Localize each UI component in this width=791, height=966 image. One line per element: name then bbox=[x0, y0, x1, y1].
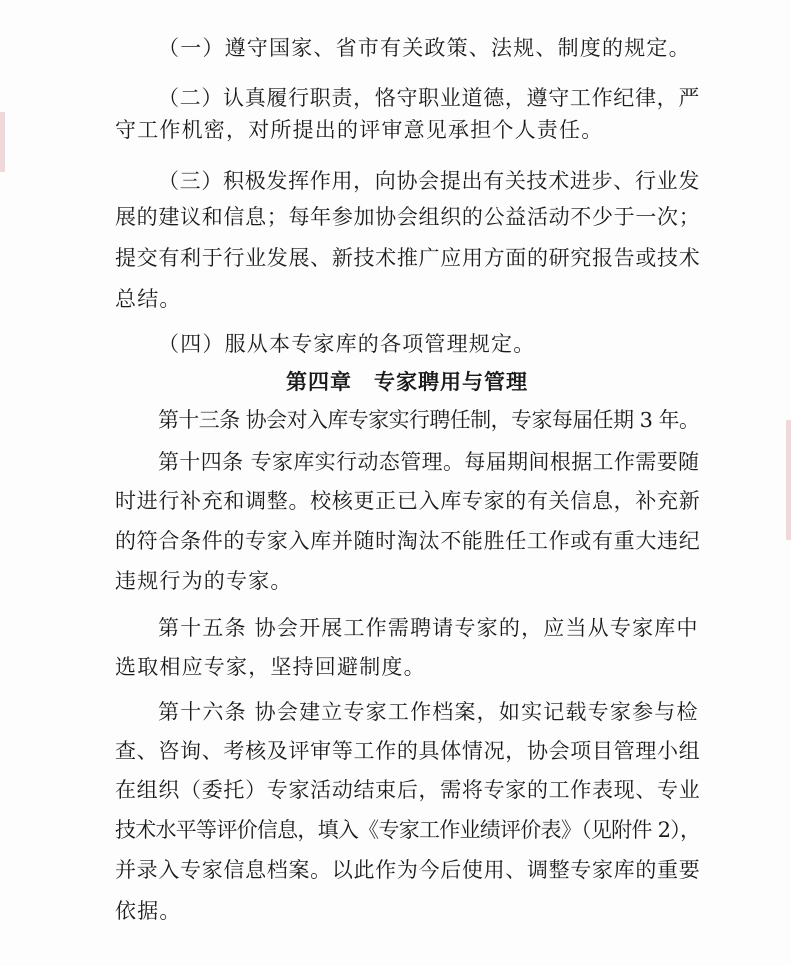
clause-one: （一）遵守国家、省市有关政策、法规、制度的规定。 bbox=[158, 36, 691, 60]
right-edge-stamp-mark bbox=[786, 420, 791, 540]
article-14-line-1: 第十四条 专家库实行动态管理。每届期间根据工作需要随 bbox=[158, 450, 700, 474]
article-14-line-2: 时进行补充和调整。校核更正已入库专家的有关信息，补充新 bbox=[115, 489, 701, 513]
article-16-line-2: 查、咨询、考核及评审等工作的具体情况，协会项目管理小组 bbox=[115, 739, 701, 763]
article-16-line-3: 在组织（委托）专家活动结束后，需将专家的工作表现、专业 bbox=[115, 778, 701, 802]
chapter-title: 专家聘用与管理 bbox=[374, 370, 528, 394]
article-15-line-2: 选取相应专家，坚持回避制度。 bbox=[115, 655, 426, 679]
chapter-number: 第四章 bbox=[286, 370, 352, 394]
article-13: 第十三条 协会对入库专家实行聘任制，专家每届任期 3 年。 bbox=[158, 408, 700, 432]
clause-three-line-1: （三）积极发挥作用，向协会提出有关技术进步、行业发 bbox=[158, 169, 700, 193]
clause-four: （四）服从本专家库的各项管理规定。 bbox=[158, 332, 536, 356]
article-16-line-4: 技术水平等评价信息，填入《专家工作业绩评价表》（见附件 2）， bbox=[115, 818, 701, 842]
article-16-line-5: 并录入专家信息档案。以此作为今后使用、调整专家库的重要 bbox=[115, 858, 701, 882]
clause-three-line-4: 总结。 bbox=[115, 287, 182, 311]
clause-three-line-2: 展的建议和信息；每年参加协会组织的公益活动不少于一次； bbox=[115, 205, 701, 229]
left-edge-stamp-mark bbox=[0, 112, 5, 172]
article-15-line-1: 第十五条 协会开展工作需聘请专家的，应当从专家库中 bbox=[158, 616, 699, 640]
clause-two-line-2: 守工作机密，对所提出的评审意见承担个人责任。 bbox=[115, 118, 604, 142]
chapter-heading bbox=[286, 368, 528, 396]
article-16-line-1: 第十六条 协会建立专家工作档案，如实记载专家参与检 bbox=[158, 700, 699, 724]
clause-three-line-3: 提交有利于行业发展、新技术推广应用方面的研究报告或技术 bbox=[115, 246, 701, 270]
article-14-line-3: 的符合条件的专家入库并随时淘汰不能胜任工作或有重大违纪 bbox=[115, 529, 701, 553]
article-14-line-4: 违规行为的专家。 bbox=[115, 569, 293, 593]
article-16-line-6: 依据。 bbox=[115, 899, 182, 923]
clause-two-line-1: （二）认真履行职责，恪守职业道德，遵守工作纪律，严 bbox=[158, 86, 700, 110]
